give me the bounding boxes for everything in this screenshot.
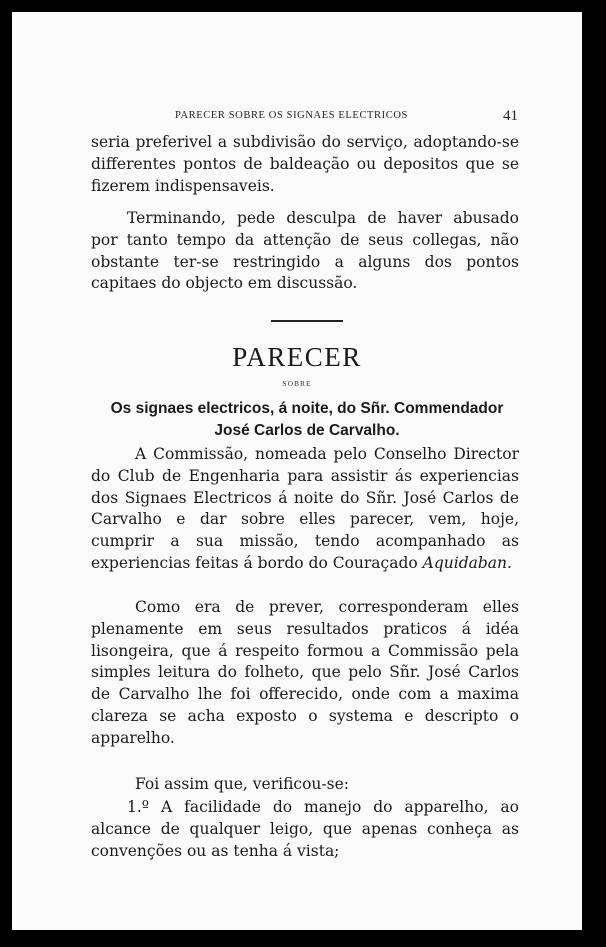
paragraph-commission-text: A Commissão, nomeada pelo Conselho Director do Club de Engenharia para assistir ás experiencias dos Signaes Electricos á noite do Sñr. José Carlos de Carvalho e dar sobre elles parecer, vem, hoje, cumprir a sua missão, tendo acompanhado as experiencias feitas á bordo do Couraçado (91, 445, 519, 572)
paragraph-continuation: seria preferivel a subdivisão do serviço, adoptando-se differentes pontos de baldeação ou depositos que se fizerem indispensaveis. (91, 133, 519, 195)
running-head: PARECER SOBRE OS SIGNAES ELECTRICOS (175, 110, 408, 121)
section-title: PARECER (232, 342, 362, 372)
list-item-first: 1.º A facilidade do manejo do apparelho, ao alcance de qualquer leigo, que apenas conheça as convenções ou as tenha á vista; (91, 798, 519, 860)
section-heading (82, 398, 532, 442)
section-divider (271, 320, 343, 322)
section-heading-line-2: José Carlos de Carvalho. (214, 422, 400, 439)
paragraph-closing: Terminando, pede desculpa de haver abusado por tanto tempo da attenção de seus collegas, não obstante ter-se restringido a alguns dos pontos capitaes do objecto em discussão. (91, 209, 519, 293)
paragraph-results: Como era de prever, corresponderam elles plenamente em seus resultados praticos á idéa lisongeira, que á respeito formou a Commissão pela simples leitura do folheto, que pelo Sñr. José Carlos de Carvalho lhe foi offerecido, onde com a maxima clareza se acha exposto o systema e descripto o apparelho. (91, 598, 519, 747)
paragraph-commission (91, 444, 519, 575)
section-subtitle: SOBRE (282, 379, 312, 388)
ship-name: Aquidaban. (422, 553, 512, 572)
section-heading-line-1: Os signaes electricos, á noite, do Sñr. Commendador (110, 400, 504, 417)
paragraph-verified: Foi assim que, verificou-se: (135, 775, 350, 793)
book-page (12, 12, 582, 930)
page-number: 41 (503, 108, 518, 124)
